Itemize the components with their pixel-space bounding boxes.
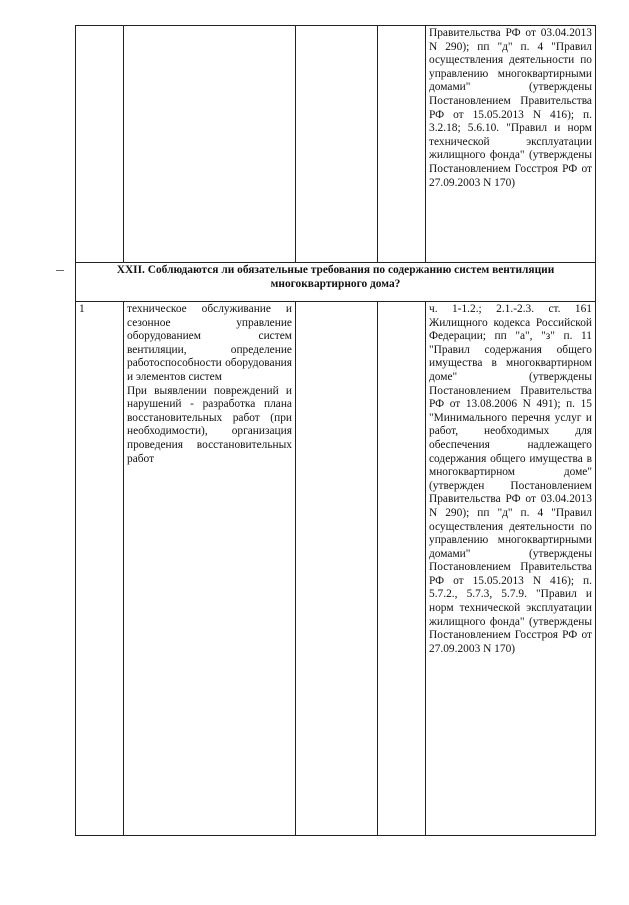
row-number: 1 (76, 302, 124, 836)
cell-empty (296, 302, 378, 836)
cell-empty (296, 26, 378, 263)
cell-requirement (124, 302, 296, 836)
section-title: XXII. Соблюдаются ли обязательные требования по содержанию систем вентиляции многоквартирного дома? (76, 263, 596, 302)
checklist-table (75, 25, 596, 836)
section-header-row (76, 263, 596, 302)
cell-empty (378, 26, 426, 263)
cell-requirement (124, 26, 296, 263)
cell-legal-refs: ч. 1-1.2.; 2.1.-2.3. ст. 161 Жилищного кодекса Российской Федерации; пп "а", "з" п. 11 "Правил содержания общего имущества в многоквартирном доме" (утверждены Постановлением Правительства РФ от 13.08.2006 N 491); п. 15 "Минимального перечня услуг и работ, необходимых для обеспечения надлежащего содержания общего имущества в многоквартирном доме" (утвержден Постановлением Правительства РФ от 03.04.2013 N 290); пп "д" п. 4 "Правил осуществления деятельности по управлению многоквартирными домами" (утверждены Постановлением Правительства РФ от 15.05.2013 N 416); п. 5.7.2., 5.7.3, 5.7.9. "Правил и норм технической эксплуатации жилищного фонда" (утверждены Постановлением Госстроя РФ от 27.09.2003 N 170) (426, 302, 596, 836)
margin-mark (56, 270, 64, 271)
requirement-paragraph: При выявлении повреждений и нарушений - разработка плана восстановительных работ (при необходимости), организация проведения восстановительных работ (127, 384, 292, 465)
cell-legal-refs: Правительства РФ от 03.04.2013 N 290); пп "д" п. 4 "Правил осуществления деятельности по управлению многоквартирными домами" (утверждены Постановлением Правительства РФ от 15.05.2013 N 416); п. 3.2.18; 5.6.10. "Правил и норм технической эксплуатации жилищного фонда" (утверждены Постановлением Госстроя РФ от 27.09.2003 N 170) (426, 26, 596, 263)
table-row-continued (76, 26, 596, 263)
cell-number (76, 26, 124, 263)
requirement-paragraph: техническое обслуживание и сезонное управление оборудованием систем вентиляции, определение работоспособности оборудования и элементов систем (127, 303, 292, 383)
table-row (76, 302, 596, 836)
cell-empty (378, 302, 426, 836)
